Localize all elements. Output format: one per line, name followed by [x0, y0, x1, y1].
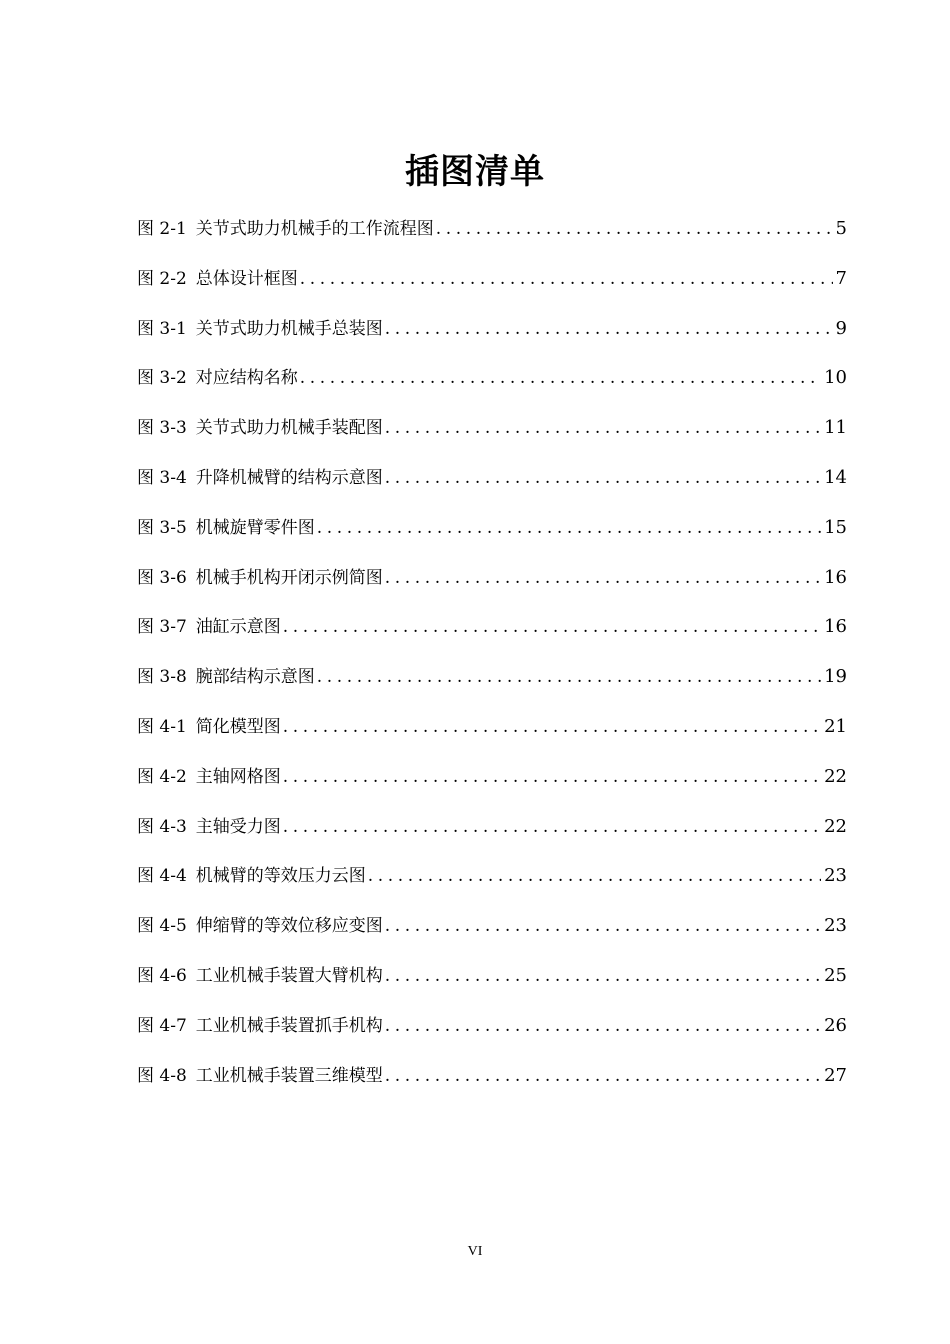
figure-title: 伸缩臂的等效位移应变图: [195, 916, 383, 937]
figure-number: 图 2-2: [137, 268, 187, 289]
figure-number: 图 4-8: [137, 1065, 187, 1086]
page-number: 27: [824, 1064, 847, 1086]
page-number: 22: [824, 765, 847, 787]
toc-entry[interactable]: [137, 216, 847, 266]
page-number: 22: [824, 815, 847, 837]
toc-entry[interactable]: [137, 365, 847, 415]
toc-entry[interactable]: [137, 913, 847, 963]
toc-entry[interactable]: [137, 316, 847, 366]
figure-title: 关节式助力机械手的工作流程图: [195, 219, 434, 239]
toc-entry[interactable]: [137, 565, 847, 615]
dot-leader: [366, 863, 821, 889]
toc-entry[interactable]: [137, 614, 847, 664]
toc-entry[interactable]: [137, 714, 847, 764]
dot-leader: [281, 764, 821, 790]
dot-leader: [383, 1063, 821, 1089]
toc-entry[interactable]: [137, 266, 847, 316]
figure-title: 工业机械手装置三维模型: [195, 1065, 383, 1086]
page-title: 插图清单: [405, 152, 545, 192]
figure-number: 图 3-5: [137, 517, 187, 538]
figure-number: 图 4-1: [137, 716, 187, 737]
page-number: 26: [824, 1014, 847, 1036]
dot-leader: [383, 913, 821, 939]
page-number: 5: [835, 218, 847, 239]
toc-entry[interactable]: [137, 465, 847, 515]
dot-leader: [383, 465, 821, 491]
dot-leader: [315, 515, 821, 541]
page-number: 19: [824, 666, 847, 688]
page-number: 16: [824, 616, 847, 638]
figure-number: 图 4-6: [137, 965, 187, 986]
figure-list: [137, 216, 847, 1112]
figure-title: 简化模型图: [195, 716, 281, 737]
dot-leader: [298, 266, 833, 292]
page-number: 14: [824, 466, 847, 488]
figure-number: 图 4-4: [137, 866, 187, 887]
figure-number: 图 3-2: [137, 368, 187, 389]
figure-number: 图 4-7: [137, 1015, 187, 1036]
figure-number: 图 3-1: [137, 318, 187, 339]
figure-title: 工业机械手装置大臂机构: [195, 965, 383, 986]
page-number: 21: [824, 715, 847, 737]
figure-number: 图 4-3: [137, 816, 187, 837]
figure-title: 主轴网格图: [195, 766, 281, 787]
figure-number: 图 3-8: [137, 667, 187, 688]
figure-number: 图 3-6: [137, 567, 187, 588]
figure-number: 图 3-7: [137, 617, 187, 638]
figure-number: 图 3-4: [137, 467, 187, 488]
page-number: 7: [835, 267, 847, 289]
toc-entry[interactable]: [137, 1063, 847, 1113]
figure-number: 图 2-1: [137, 219, 187, 239]
dot-leader: [383, 316, 833, 342]
dot-leader: [383, 963, 821, 989]
toc-entry[interactable]: [137, 764, 847, 814]
dot-leader: [383, 415, 821, 441]
dot-leader: [383, 565, 821, 591]
dot-leader: [315, 664, 821, 690]
toc-entry[interactable]: [137, 1013, 847, 1063]
dot-leader: [434, 216, 833, 242]
toc-entry[interactable]: [137, 515, 847, 565]
dot-leader: [281, 714, 821, 740]
toc-entry[interactable]: [137, 814, 847, 864]
figure-title: 总体设计框图: [195, 268, 298, 289]
figure-title: 关节式助力机械手总装图: [195, 318, 383, 339]
figure-number: 图 4-2: [137, 766, 187, 787]
figure-title: 机械手机构开闭示例简图: [195, 567, 383, 588]
dot-leader: [281, 614, 821, 640]
page-number: 15: [824, 516, 847, 538]
page-number: 23: [824, 915, 847, 937]
toc-entry[interactable]: [137, 664, 847, 714]
page-footer-number: VI: [467, 1244, 483, 1259]
figure-number: 图 3-3: [137, 418, 187, 439]
figure-title: 工业机械手装置抓手机构: [195, 1015, 383, 1036]
figure-title: 机械旋臂零件图: [195, 517, 315, 538]
page-number: 23: [824, 865, 847, 887]
figure-title: 升降机械臂的结构示意图: [195, 467, 383, 488]
figure-title: 机械臂的等效压力云图: [195, 866, 366, 887]
figure-title: 腕部结构示意图: [195, 667, 315, 688]
toc-entry[interactable]: [137, 863, 847, 913]
figure-title: 主轴受力图: [195, 816, 281, 837]
dot-leader: [383, 1013, 821, 1039]
figure-title: 关节式助力机械手装配图: [195, 418, 383, 439]
page-number: 16: [824, 566, 847, 588]
page-number: 10: [824, 367, 847, 389]
toc-entry[interactable]: [137, 415, 847, 465]
dot-leader: [298, 365, 821, 391]
dot-leader: [281, 814, 821, 840]
toc-entry[interactable]: [137, 963, 847, 1013]
page-number: 25: [824, 964, 847, 986]
figure-title: 油缸示意图: [195, 617, 281, 638]
figure-title: 对应结构名称: [195, 368, 298, 389]
page-number: 9: [835, 317, 847, 339]
page-number: 11: [824, 417, 847, 439]
figure-number: 图 4-5: [137, 916, 187, 937]
